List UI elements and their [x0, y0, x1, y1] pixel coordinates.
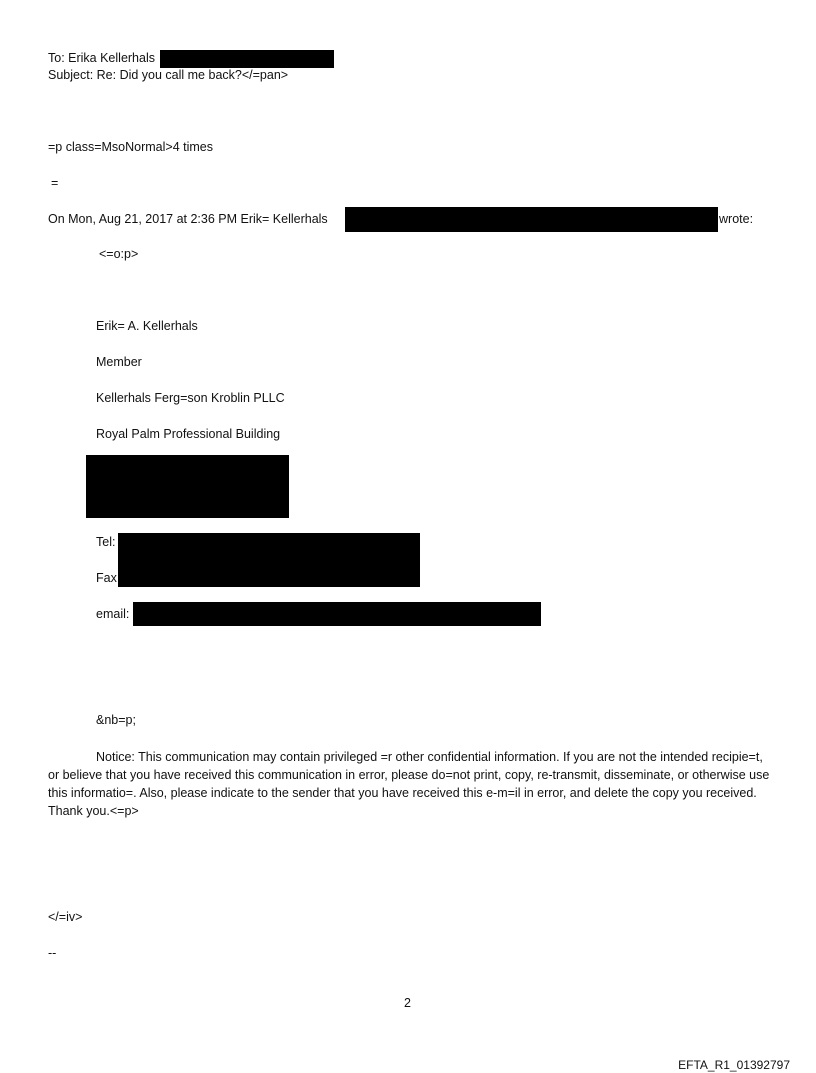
- redaction-block: [345, 207, 718, 232]
- signature-title: Member: [96, 355, 142, 369]
- notice-text: Notice: This communication may contain privileged =r other confidential information. If you are not the intended recipie=t, or believe that you have received this communication in error, please do=not print, copy, re-transmit, disseminate, or otherwise use this informatio=. Also, please indicate to the sender that you have received this e-m=il in error, and delete the copy you received. Thank you.<=p>: [48, 750, 770, 818]
- quote-intro-line: On Mon, Aug 21, 2017 at 2:36 PM Erik= Kellerhals: [48, 212, 328, 226]
- bates-number: EFTA_R1_01392797: [678, 1058, 790, 1072]
- op-tag-line: <=o:p>: [99, 247, 139, 261]
- email-to-line: To: Erika Kellerhals: [48, 51, 155, 65]
- signature-tel-label: Tel:: [96, 535, 116, 549]
- redaction-block: [133, 602, 541, 626]
- confidentiality-notice: [48, 748, 770, 820]
- signature-dashes: --: [48, 946, 57, 960]
- signature-fax-label: Fax: [96, 571, 117, 585]
- redaction-block: [160, 50, 334, 68]
- email-subject-line: Subject: Re: Did you call me back?</=pan>: [48, 68, 289, 82]
- closing-div-tag: </=iv>: [48, 910, 83, 924]
- signature-firm: Kellerhals Ferg=son Kroblin PLLC: [96, 391, 285, 405]
- signature-building: Royal Palm Professional Building: [96, 427, 281, 441]
- body-line-equals: =: [51, 176, 59, 190]
- body-line-times: =p class=MsoNormal>4 times: [48, 140, 213, 154]
- redaction-block: [118, 533, 420, 587]
- redaction-block: [86, 455, 289, 518]
- signature-email-label: email:: [96, 607, 130, 621]
- nbsp-line: &nb=p;: [96, 713, 136, 727]
- signature-name: Erik= A. Kellerhals: [96, 319, 198, 333]
- page-number: 2: [404, 996, 411, 1010]
- quote-wrote-text: wrote:: [719, 212, 754, 226]
